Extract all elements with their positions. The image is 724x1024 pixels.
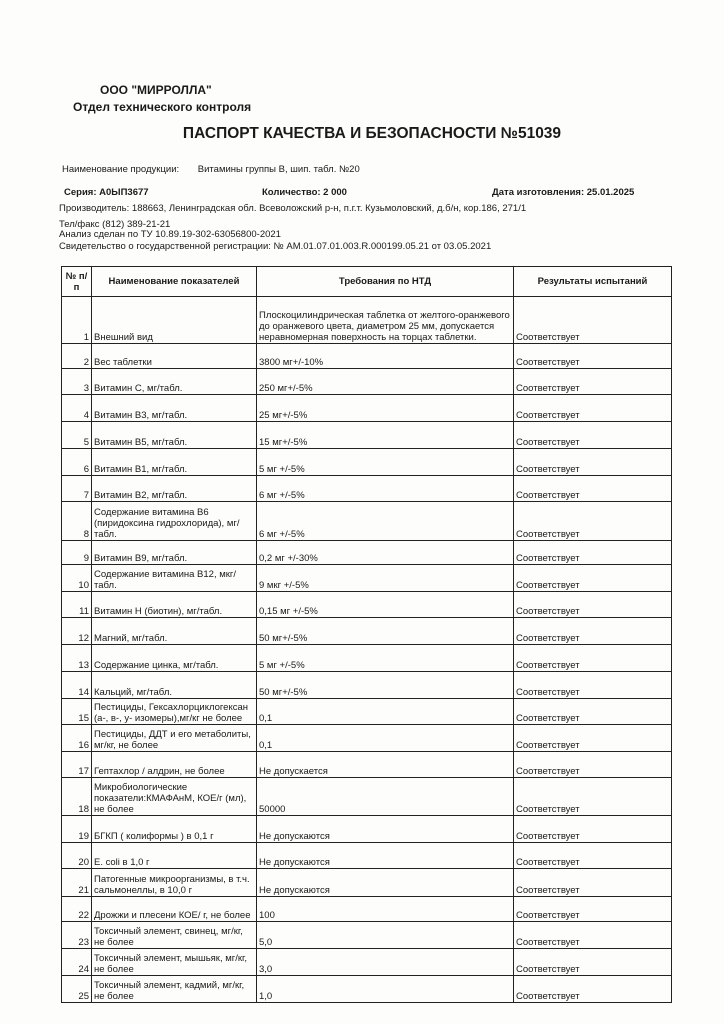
row-requirement: 250 мг+/-5% xyxy=(257,369,514,395)
quantity-label: Количество: xyxy=(262,187,321,198)
table-row xyxy=(62,816,672,843)
row-indicator: Витамин В9, мг/табл. xyxy=(92,541,257,565)
table-row xyxy=(62,369,672,395)
row-result: Соответствует xyxy=(514,816,672,843)
product-row xyxy=(62,164,360,175)
row-indicator: Витамин В5, мг/табл. xyxy=(92,422,257,449)
row-result: Соответствует xyxy=(514,645,672,672)
row-indicator: Магний, мг/табл. xyxy=(92,618,257,645)
quantity-row xyxy=(262,187,347,198)
row-requirement: 1,0 xyxy=(257,976,514,1003)
table-row xyxy=(62,618,672,645)
row-result: Соответствует xyxy=(514,344,672,369)
table-row xyxy=(62,344,672,369)
row-requirement: 5 мг +/-5% xyxy=(257,449,514,476)
quantity-value: 2 000 xyxy=(323,187,347,198)
quality-table xyxy=(61,266,672,1003)
row-result: Соответствует xyxy=(514,778,672,816)
row-requirement: 25 мг+/-5% xyxy=(257,395,514,422)
table-row xyxy=(62,592,672,618)
registration-certificate: Свидетельство о государственной регистрации: № AM.01.07.01.003.R.000199.05.21 от 03.05.2021 xyxy=(59,241,492,252)
table-row xyxy=(62,395,672,422)
row-result: Соответствует xyxy=(514,672,672,699)
table-row xyxy=(62,778,672,816)
row-requirement: 50000 xyxy=(257,778,514,816)
row-result: Соответствует xyxy=(514,618,672,645)
row-indicator: Витамин В2, мг/табл. xyxy=(92,476,257,502)
row-number: 8 xyxy=(62,502,92,541)
row-indicator: БГКП ( колиформы ) в 0,1 г xyxy=(92,816,257,843)
row-requirement: 9 мкг +/-5% xyxy=(257,565,514,592)
row-number: 12 xyxy=(62,618,92,645)
row-number: 16 xyxy=(62,725,92,752)
table-row xyxy=(62,725,672,752)
row-result: Соответствует xyxy=(514,976,672,1003)
row-requirement: Не допускаются xyxy=(257,843,514,869)
row-number: 21 xyxy=(62,869,92,897)
table-row xyxy=(62,922,672,949)
row-indicator: Витамин В1, мг/табл. xyxy=(92,449,257,476)
header-result: Результаты испытаний xyxy=(514,267,672,297)
row-requirement: 5,0 xyxy=(257,922,514,949)
company-name: ООО "МИРРОЛЛА" xyxy=(100,83,212,97)
manufacturer-row xyxy=(59,203,526,214)
table-row xyxy=(62,502,672,541)
row-number: 11 xyxy=(62,592,92,618)
row-number: 4 xyxy=(62,395,92,422)
series-label: Серия: xyxy=(64,187,97,198)
phone: Тел/факс (812) 389-21-21 xyxy=(59,219,171,230)
analysis-standard: Анализ сделан по ТУ 10.89.19-302-63056800-2021 xyxy=(59,229,281,240)
table-row xyxy=(62,476,672,502)
row-requirement: Не допускаются xyxy=(257,869,514,897)
row-requirement: 6 мг +/-5% xyxy=(257,502,514,541)
row-number: 25 xyxy=(62,976,92,1003)
table-row xyxy=(62,541,672,565)
row-number: 9 xyxy=(62,541,92,565)
row-indicator: Содержание витамина В12, мкг/табл. xyxy=(92,565,257,592)
header-indicator: Наименование показателей xyxy=(92,267,257,297)
row-requirement: 5 мг +/-5% xyxy=(257,645,514,672)
row-result: Соответствует xyxy=(514,422,672,449)
product-value: Витамины группы В, шип. табл. №20 xyxy=(197,164,360,175)
row-number: 22 xyxy=(62,897,92,922)
row-number: 13 xyxy=(62,645,92,672)
header-requirement: Требования по НТД xyxy=(257,267,514,297)
row-requirement: Не допускаются xyxy=(257,816,514,843)
row-result: Соответствует xyxy=(514,592,672,618)
row-result: Соответствует xyxy=(514,502,672,541)
table-row xyxy=(62,672,672,699)
row-result: Соответствует xyxy=(514,752,672,778)
row-requirement: 15 мг+/-5% xyxy=(257,422,514,449)
row-indicator: Вес таблетки xyxy=(92,344,257,369)
row-indicator: Токсичный элемент, свинец, мг/кг, не более xyxy=(92,922,257,949)
row-indicator: Витамин Н (биотин), мг/табл. xyxy=(92,592,257,618)
row-result: Соответствует xyxy=(514,949,672,976)
row-number: 7 xyxy=(62,476,92,502)
row-result: Соответствует xyxy=(514,476,672,502)
row-requirement: 0,1 xyxy=(257,725,514,752)
manufacturer-value: 188663, Ленинградская обл. Всеволожский р-н, п.г.т. Кузьмоловский, д.б/н, кор.186, 271/1 xyxy=(131,203,527,214)
product-label: Наименование продукции: xyxy=(62,164,180,175)
row-indicator: Витамин С, мг/табл. xyxy=(92,369,257,395)
header-number: № п/п xyxy=(62,267,92,297)
row-indicator: Содержание витамина В6 (пиридоксина гидрохлорида), мг/табл. xyxy=(92,502,257,541)
department-name: Отдел технического контроля xyxy=(73,100,252,114)
row-indicator: Дрожжи и плесени КОЕ/ г, не более xyxy=(92,897,257,922)
table-row xyxy=(62,645,672,672)
row-number: 15 xyxy=(62,699,92,725)
row-result: Соответствует xyxy=(514,843,672,869)
row-requirement: 50 мг+/-5% xyxy=(257,672,514,699)
row-result: Соответствует xyxy=(514,922,672,949)
table-row xyxy=(62,897,672,922)
document-title: ПАСПОРТ КАЧЕСТВА И БЕЗОПАСНОСТИ №51039 xyxy=(182,125,562,142)
table-row xyxy=(62,752,672,778)
table-row xyxy=(62,843,672,869)
series-value: А0ЫП3677 xyxy=(99,187,149,198)
manufacturer-label: Производитель: xyxy=(59,203,130,214)
row-number: 10 xyxy=(62,565,92,592)
row-indicator: Содержание цинка, мг/табл. xyxy=(92,645,257,672)
row-result: Соответствует xyxy=(514,725,672,752)
row-indicator: Токсичный элемент, мышьяк, мг/кг, не более xyxy=(92,949,257,976)
row-indicator: Кальций, мг/табл. xyxy=(92,672,257,699)
row-number: 14 xyxy=(62,672,92,699)
row-number: 3 xyxy=(62,369,92,395)
row-indicator: Витамин В3, мг/табл. xyxy=(92,395,257,422)
date-value: 25.01.2025 xyxy=(586,187,635,198)
row-indicator: Пестициды, Гексахлорциклогексан (а-, в-, у- изомеры),мг/кг не более xyxy=(92,699,257,725)
table-row xyxy=(62,449,672,476)
row-number: 17 xyxy=(62,752,92,778)
row-number: 19 xyxy=(62,816,92,843)
row-requirement: Не допускается xyxy=(257,752,514,778)
row-requirement: 50 мг+/-5% xyxy=(257,618,514,645)
row-result: Соответствует xyxy=(514,395,672,422)
row-result: Соответствует xyxy=(514,449,672,476)
row-number: 24 xyxy=(62,949,92,976)
table-row xyxy=(62,976,672,1003)
row-indicator: Микробиологические показатели:КМАФАнМ, КОЕ/г (мл), не более xyxy=(92,778,257,816)
table-row xyxy=(62,565,672,592)
row-requirement: 0,2 мг +/-30% xyxy=(257,541,514,565)
date-label: Дата изготовления: xyxy=(492,187,585,198)
table-row xyxy=(62,699,672,725)
row-result: Соответствует xyxy=(514,297,672,344)
row-requirement: 6 мг +/-5% xyxy=(257,476,514,502)
row-number: 2 xyxy=(62,344,92,369)
table-body xyxy=(62,297,672,1003)
row-result: Соответствует xyxy=(514,541,672,565)
row-requirement: 100 xyxy=(257,897,514,922)
date-row xyxy=(492,187,634,198)
table-row xyxy=(62,422,672,449)
row-number: 20 xyxy=(62,843,92,869)
row-indicator: E. coli в 1,0 г xyxy=(92,843,257,869)
row-requirement: Плоскоцилиндрическая таблетка от желтого-оранжевого до оранжевого цвета, диаметром 25 мм, допускается неравномерная поверхность на торцах таблетки. xyxy=(257,297,514,344)
row-number: 6 xyxy=(62,449,92,476)
row-requirement: 3800 мг+/-10% xyxy=(257,344,514,369)
table-row xyxy=(62,297,672,344)
row-result: Соответствует xyxy=(514,369,672,395)
row-result: Соответствует xyxy=(514,897,672,922)
row-requirement: 0,15 мг +/-5% xyxy=(257,592,514,618)
table-header-row xyxy=(62,267,672,297)
row-result: Соответствует xyxy=(514,565,672,592)
row-indicator: Гептахлор / алдрин, не более xyxy=(92,752,257,778)
row-result: Соответствует xyxy=(514,699,672,725)
row-result: Соответствует xyxy=(514,869,672,897)
row-indicator: Внешний вид xyxy=(92,297,257,344)
row-number: 23 xyxy=(62,922,92,949)
table-row xyxy=(62,949,672,976)
row-indicator: Токсичный элемент, кадмий, мг/кг, не более xyxy=(92,976,257,1003)
series-row xyxy=(64,187,149,198)
row-number: 1 xyxy=(62,297,92,344)
row-requirement: 3,0 xyxy=(257,949,514,976)
table-row xyxy=(62,869,672,897)
row-indicator: Патогенные микроорганизмы, в т.ч. сальмонеллы, в 10,0 г xyxy=(92,869,257,897)
row-number: 5 xyxy=(62,422,92,449)
row-requirement: 0,1 xyxy=(257,699,514,725)
row-number: 18 xyxy=(62,778,92,816)
row-indicator: Пестициды, ДДТ и его метаболиты, мг/кг, не более xyxy=(92,725,257,752)
